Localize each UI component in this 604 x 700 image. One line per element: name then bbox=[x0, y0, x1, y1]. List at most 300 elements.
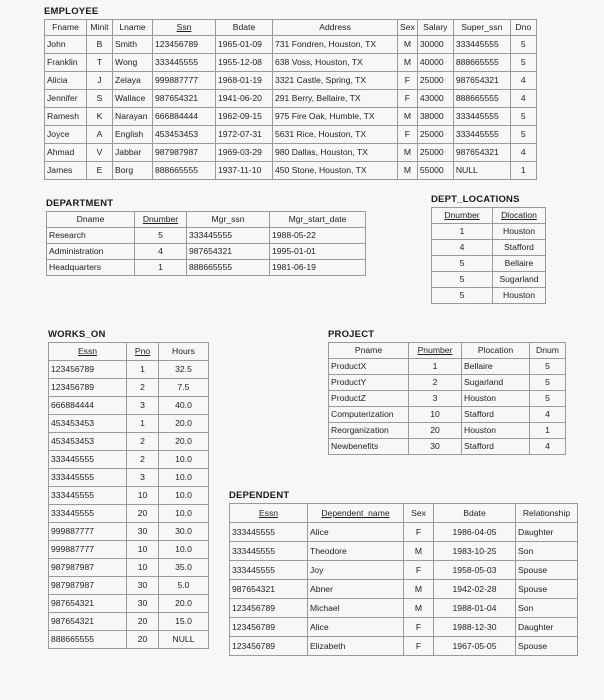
table-cell: 20.0 bbox=[159, 595, 209, 613]
table-cell: 5 bbox=[530, 359, 566, 375]
table-cell: Smith bbox=[113, 36, 153, 54]
table-cell: Computerization bbox=[329, 407, 409, 423]
table-cell: 20 bbox=[127, 613, 159, 631]
table-cell: 4 bbox=[530, 407, 566, 423]
table-row bbox=[329, 391, 566, 407]
table-cell: M bbox=[398, 36, 418, 54]
table-cell: 291 Berry, Bellaire, TX bbox=[273, 90, 398, 108]
table-cell: 987654321 bbox=[49, 613, 127, 631]
table-row bbox=[329, 439, 566, 455]
table-cell: 987654321 bbox=[230, 580, 308, 599]
table-cell: 40000 bbox=[417, 54, 453, 72]
works-on-header-row bbox=[49, 343, 209, 361]
table-cell: Houston bbox=[462, 423, 530, 439]
table-cell: Daughter bbox=[516, 618, 578, 637]
table-cell: 30000 bbox=[417, 36, 453, 54]
table-cell: 999887777 bbox=[153, 72, 216, 90]
table-cell: M bbox=[398, 144, 418, 162]
table-cell: 30.0 bbox=[159, 523, 209, 541]
table-cell: 1941-06-20 bbox=[216, 90, 273, 108]
table-cell: 20 bbox=[127, 631, 159, 649]
table-cell: English bbox=[113, 126, 153, 144]
table-cell: 333445555 bbox=[49, 469, 127, 487]
table-cell: E bbox=[87, 162, 113, 180]
table-cell: Reorganization bbox=[329, 423, 409, 439]
table-cell: 987654321 bbox=[453, 72, 510, 90]
table-cell: 1 bbox=[510, 162, 536, 180]
table-cell: 987987987 bbox=[49, 577, 127, 595]
table-cell: Michael bbox=[308, 599, 404, 618]
table-cell: 20.0 bbox=[159, 433, 209, 451]
table-cell: 10 bbox=[127, 487, 159, 505]
table-cell: 5 bbox=[530, 391, 566, 407]
table-cell: 888665555 bbox=[49, 631, 127, 649]
table-cell: K bbox=[87, 108, 113, 126]
table-cell: Spouse bbox=[516, 561, 578, 580]
table-cell: Joyce bbox=[45, 126, 87, 144]
table-cell: 333445555 bbox=[230, 561, 308, 580]
table-cell: 1968-01-19 bbox=[216, 72, 273, 90]
table-row bbox=[45, 162, 537, 180]
table-cell: Alice bbox=[308, 523, 404, 542]
table-cell: 1986-04-05 bbox=[434, 523, 516, 542]
table-cell: 999887777 bbox=[49, 523, 127, 541]
table-cell: 10.0 bbox=[159, 541, 209, 559]
table-cell: 10.0 bbox=[159, 469, 209, 487]
table-row bbox=[49, 595, 209, 613]
table-cell: 987987987 bbox=[153, 144, 216, 162]
table-row bbox=[432, 288, 546, 304]
table-row bbox=[49, 559, 209, 577]
dependent-col-header: Dependent_name bbox=[308, 504, 404, 523]
table-cell: Son bbox=[516, 599, 578, 618]
works-on-col-header: Pno bbox=[127, 343, 159, 361]
table-cell: 888665555 bbox=[153, 162, 216, 180]
table-cell: M bbox=[404, 542, 434, 561]
table-cell: F bbox=[404, 561, 434, 580]
employee-table-block bbox=[44, 6, 537, 180]
employee-header-row bbox=[45, 20, 537, 36]
dependent-table-block bbox=[229, 490, 578, 656]
employee-col-header: Sex bbox=[398, 20, 418, 36]
table-cell: 10.0 bbox=[159, 451, 209, 469]
dept-locations-header-row bbox=[432, 208, 546, 224]
table-cell: 2 bbox=[127, 433, 159, 451]
table-cell: M bbox=[404, 599, 434, 618]
table-cell: Zelaya bbox=[113, 72, 153, 90]
table-cell: A bbox=[87, 126, 113, 144]
table-row bbox=[45, 144, 537, 162]
table-cell: 987987987 bbox=[49, 559, 127, 577]
table-row bbox=[432, 256, 546, 272]
table-cell: 1962-09-15 bbox=[216, 108, 273, 126]
table-row bbox=[49, 523, 209, 541]
table-cell: 333445555 bbox=[453, 126, 510, 144]
table-cell: 888665555 bbox=[453, 54, 510, 72]
table-cell: Stafford bbox=[462, 407, 530, 423]
table-cell: Alicia bbox=[45, 72, 87, 90]
table-cell: 38000 bbox=[417, 108, 453, 126]
table-cell: ProductZ bbox=[329, 391, 409, 407]
table-cell: 1988-12-30 bbox=[434, 618, 516, 637]
table-cell: 333445555 bbox=[453, 36, 510, 54]
table-cell: F bbox=[398, 90, 418, 108]
table-cell: John bbox=[45, 36, 87, 54]
table-row bbox=[45, 54, 537, 72]
table-cell: Bellaire bbox=[462, 359, 530, 375]
employee-table bbox=[44, 19, 537, 180]
table-cell: 1995-01-01 bbox=[270, 244, 366, 260]
table-cell: M bbox=[398, 162, 418, 180]
table-cell: Houston bbox=[462, 391, 530, 407]
table-row bbox=[49, 361, 209, 379]
table-cell: 30 bbox=[127, 523, 159, 541]
table-cell: Franklin bbox=[45, 54, 87, 72]
employee-col-header: Bdate bbox=[216, 20, 273, 36]
table-cell: NULL bbox=[159, 631, 209, 649]
table-cell: 987654321 bbox=[153, 90, 216, 108]
table-cell: M bbox=[404, 580, 434, 599]
works-on-col-header: Hours bbox=[159, 343, 209, 361]
dependent-col-header: Essn bbox=[230, 504, 308, 523]
table-cell: 4 bbox=[432, 240, 493, 256]
table-row bbox=[49, 451, 209, 469]
table-row bbox=[49, 433, 209, 451]
dependent-col-header: Bdate bbox=[434, 504, 516, 523]
table-row bbox=[230, 542, 578, 561]
table-row bbox=[432, 240, 546, 256]
table-cell: 1958-05-03 bbox=[434, 561, 516, 580]
table-cell: Bellaire bbox=[493, 256, 546, 272]
table-cell: J bbox=[87, 72, 113, 90]
table-cell: Abner bbox=[308, 580, 404, 599]
table-cell: 1965-01-09 bbox=[216, 36, 273, 54]
table-row bbox=[329, 423, 566, 439]
department-col-header: Mgr_ssn bbox=[187, 212, 270, 228]
table-cell: 3 bbox=[127, 469, 159, 487]
table-cell: Theodore bbox=[308, 542, 404, 561]
table-cell: Stafford bbox=[493, 240, 546, 256]
table-cell: 32.5 bbox=[159, 361, 209, 379]
table-row bbox=[49, 487, 209, 505]
table-cell: 333445555 bbox=[453, 108, 510, 126]
employee-col-header: Dno bbox=[510, 20, 536, 36]
table-cell: 333445555 bbox=[230, 542, 308, 561]
department-col-header: Dname bbox=[47, 212, 135, 228]
table-cell: B bbox=[87, 36, 113, 54]
table-cell: 2 bbox=[127, 379, 159, 397]
table-cell: Research bbox=[47, 228, 135, 244]
table-cell: 43000 bbox=[417, 90, 453, 108]
table-row bbox=[230, 599, 578, 618]
table-row bbox=[329, 407, 566, 423]
table-cell: 4 bbox=[530, 439, 566, 455]
table-row bbox=[45, 72, 537, 90]
table-cell: 1 bbox=[530, 423, 566, 439]
table-row bbox=[432, 272, 546, 288]
table-cell: 1981-06-19 bbox=[270, 260, 366, 276]
table-row bbox=[49, 415, 209, 433]
table-cell: 5 bbox=[530, 375, 566, 391]
table-cell: Jabbar bbox=[113, 144, 153, 162]
dependent-header-row bbox=[230, 504, 578, 523]
table-cell: F bbox=[404, 523, 434, 542]
table-cell: 4 bbox=[510, 144, 536, 162]
table-row bbox=[230, 637, 578, 656]
table-cell: 888665555 bbox=[187, 260, 270, 276]
table-cell: 987654321 bbox=[453, 144, 510, 162]
table-cell: 10 bbox=[409, 407, 462, 423]
table-cell: 5.0 bbox=[159, 577, 209, 595]
table-row bbox=[432, 224, 546, 240]
employee-title: EMPLOYEE bbox=[44, 6, 99, 17]
table-cell: Daughter bbox=[516, 523, 578, 542]
table-row bbox=[230, 618, 578, 637]
table-cell: 4 bbox=[510, 90, 536, 108]
project-col-header: Pnumber bbox=[409, 343, 462, 359]
table-cell: Borg bbox=[113, 162, 153, 180]
table-cell: 453453453 bbox=[153, 126, 216, 144]
table-cell: 30 bbox=[127, 595, 159, 613]
dept-locations-col-header: Dnumber bbox=[432, 208, 493, 224]
table-cell: 999887777 bbox=[49, 541, 127, 559]
table-cell: James bbox=[45, 162, 87, 180]
table-cell: F bbox=[398, 72, 418, 90]
project-title: PROJECT bbox=[328, 329, 375, 340]
table-cell: ProductY bbox=[329, 375, 409, 391]
employee-col-header: Lname bbox=[113, 20, 153, 36]
table-cell: 5 bbox=[510, 54, 536, 72]
table-row bbox=[49, 541, 209, 559]
table-cell: 1 bbox=[127, 361, 159, 379]
employee-col-header: Super_ssn bbox=[453, 20, 510, 36]
table-cell: Administration bbox=[47, 244, 135, 260]
table-row bbox=[329, 375, 566, 391]
table-cell: 666884444 bbox=[49, 397, 127, 415]
table-cell: 3 bbox=[409, 391, 462, 407]
table-cell: 40.0 bbox=[159, 397, 209, 415]
table-cell: 1 bbox=[127, 415, 159, 433]
table-cell: F bbox=[404, 637, 434, 656]
table-row bbox=[49, 613, 209, 631]
table-cell: Narayan bbox=[113, 108, 153, 126]
table-cell: 20.0 bbox=[159, 415, 209, 433]
table-cell: 333445555 bbox=[230, 523, 308, 542]
table-cell: 5 bbox=[510, 36, 536, 54]
table-cell: 5 bbox=[432, 256, 493, 272]
table-cell: 1 bbox=[432, 224, 493, 240]
department-col-header: Dnumber bbox=[135, 212, 187, 228]
table-cell: 1969-03-29 bbox=[216, 144, 273, 162]
table-cell: Wong bbox=[113, 54, 153, 72]
table-cell: Stafford bbox=[462, 439, 530, 455]
table-cell: 7.5 bbox=[159, 379, 209, 397]
table-cell: Spouse bbox=[516, 580, 578, 599]
table-cell: 123456789 bbox=[230, 637, 308, 656]
project-header-row bbox=[329, 343, 566, 359]
table-row bbox=[45, 108, 537, 126]
table-cell: 453453453 bbox=[49, 415, 127, 433]
department-table bbox=[46, 211, 366, 276]
table-cell: Son bbox=[516, 542, 578, 561]
table-row bbox=[49, 631, 209, 649]
table-cell: 5 bbox=[510, 126, 536, 144]
employee-col-header: Minit bbox=[87, 20, 113, 36]
table-cell: 10.0 bbox=[159, 505, 209, 523]
table-cell: 987654321 bbox=[187, 244, 270, 260]
table-row bbox=[45, 126, 537, 144]
project-table bbox=[328, 342, 566, 455]
table-row bbox=[49, 397, 209, 415]
table-cell: 2 bbox=[409, 375, 462, 391]
table-cell: 453453453 bbox=[49, 433, 127, 451]
department-header-row bbox=[47, 212, 366, 228]
table-cell: 123456789 bbox=[49, 361, 127, 379]
department-col-header: Mgr_start_date bbox=[270, 212, 366, 228]
table-cell: 20 bbox=[127, 505, 159, 523]
table-cell: 25000 bbox=[417, 144, 453, 162]
table-cell: 1983-10-25 bbox=[434, 542, 516, 561]
table-cell: 5631 Rice, Houston, TX bbox=[273, 126, 398, 144]
employee-col-header: Salary bbox=[417, 20, 453, 36]
table-cell: Headquarters bbox=[47, 260, 135, 276]
table-cell: 888665555 bbox=[453, 90, 510, 108]
table-cell: T bbox=[87, 54, 113, 72]
table-cell: 15.0 bbox=[159, 613, 209, 631]
works-on-title: WORKS_ON bbox=[48, 329, 106, 340]
employee-col-header: Fname bbox=[45, 20, 87, 36]
table-cell: 731 Fondren, Houston, TX bbox=[273, 36, 398, 54]
table-row bbox=[230, 580, 578, 599]
table-cell: 5 bbox=[135, 228, 187, 244]
table-cell: 333445555 bbox=[49, 505, 127, 523]
table-cell: 123456789 bbox=[49, 379, 127, 397]
table-cell: S bbox=[87, 90, 113, 108]
dependent-col-header: Relationship bbox=[516, 504, 578, 523]
dept-locations-col-header: Dlocation bbox=[493, 208, 546, 224]
table-cell: NULL bbox=[453, 162, 510, 180]
table-cell: 1955-12-08 bbox=[216, 54, 273, 72]
table-row bbox=[47, 228, 366, 244]
table-row bbox=[47, 260, 366, 276]
table-cell: Alice bbox=[308, 618, 404, 637]
table-cell: 333445555 bbox=[49, 487, 127, 505]
table-cell: 980 Dallas, Houston, TX bbox=[273, 144, 398, 162]
employee-col-header: Ssn bbox=[153, 20, 216, 36]
table-cell: 3321 Castle, Spring, TX bbox=[273, 72, 398, 90]
table-cell: Newbenefits bbox=[329, 439, 409, 455]
table-cell: 55000 bbox=[417, 162, 453, 180]
table-cell: M bbox=[398, 108, 418, 126]
dept-locations-title: DEPT_LOCATIONS bbox=[431, 194, 520, 205]
table-row bbox=[49, 577, 209, 595]
works-on-table-block bbox=[48, 329, 209, 649]
table-cell: 1 bbox=[409, 359, 462, 375]
table-cell: 4 bbox=[510, 72, 536, 90]
table-cell: 1988-01-04 bbox=[434, 599, 516, 618]
table-cell: Elizabeth bbox=[308, 637, 404, 656]
employee-col-header: Address bbox=[273, 20, 398, 36]
dept-locations-table-block bbox=[431, 194, 546, 304]
table-cell: Houston bbox=[493, 224, 546, 240]
project-col-header: Plocation bbox=[462, 343, 530, 359]
table-cell: Jennifer bbox=[45, 90, 87, 108]
table-cell: V bbox=[87, 144, 113, 162]
table-cell: 20 bbox=[409, 423, 462, 439]
table-cell: 666884444 bbox=[153, 108, 216, 126]
table-row bbox=[49, 469, 209, 487]
table-cell: 5 bbox=[510, 108, 536, 126]
table-cell: Spouse bbox=[516, 637, 578, 656]
dependent-table bbox=[229, 503, 578, 656]
table-cell: 4 bbox=[135, 244, 187, 260]
table-cell: M bbox=[398, 54, 418, 72]
department-title: DEPARTMENT bbox=[46, 198, 114, 209]
table-cell: 2 bbox=[127, 451, 159, 469]
dependent-title: DEPENDENT bbox=[229, 490, 290, 501]
table-cell: 1 bbox=[135, 260, 187, 276]
works-on-table bbox=[48, 342, 209, 649]
project-col-header: Pname bbox=[329, 343, 409, 359]
project-table-block bbox=[328, 329, 566, 455]
table-cell: F bbox=[398, 126, 418, 144]
table-cell: 123456789 bbox=[153, 36, 216, 54]
table-cell: 35.0 bbox=[159, 559, 209, 577]
project-col-header: Dnum bbox=[530, 343, 566, 359]
table-cell: 975 Fire Oak, Humble, TX bbox=[273, 108, 398, 126]
table-cell: 1972-07-31 bbox=[216, 126, 273, 144]
table-row bbox=[230, 523, 578, 542]
table-cell: 25000 bbox=[417, 126, 453, 144]
table-cell: 10 bbox=[127, 559, 159, 577]
table-cell: 333445555 bbox=[187, 228, 270, 244]
table-row bbox=[47, 244, 366, 260]
table-cell: 25000 bbox=[417, 72, 453, 90]
table-row bbox=[329, 359, 566, 375]
table-cell: 1967-05-05 bbox=[434, 637, 516, 656]
table-cell: 333445555 bbox=[49, 451, 127, 469]
table-cell: Sugarland bbox=[493, 272, 546, 288]
table-cell: 450 Stone, Houston, TX bbox=[273, 162, 398, 180]
table-cell: Houston bbox=[493, 288, 546, 304]
table-row bbox=[49, 505, 209, 523]
table-cell: 123456789 bbox=[230, 618, 308, 637]
table-cell: Wallace bbox=[113, 90, 153, 108]
table-cell: 123456789 bbox=[230, 599, 308, 618]
department-table-block bbox=[46, 198, 366, 276]
table-cell: 1942-02-28 bbox=[434, 580, 516, 599]
dependent-col-header: Sex bbox=[404, 504, 434, 523]
dept-locations-table bbox=[431, 207, 546, 304]
table-cell: 987654321 bbox=[49, 595, 127, 613]
table-cell: 10 bbox=[127, 541, 159, 559]
table-cell: ProductX bbox=[329, 359, 409, 375]
table-cell: 30 bbox=[127, 577, 159, 595]
table-row bbox=[45, 90, 537, 108]
table-cell: Ramesh bbox=[45, 108, 87, 126]
table-cell: 333445555 bbox=[153, 54, 216, 72]
table-cell: 638 Voss, Houston, TX bbox=[273, 54, 398, 72]
table-row bbox=[49, 379, 209, 397]
table-cell: 3 bbox=[127, 397, 159, 415]
table-cell: Joy bbox=[308, 561, 404, 580]
table-cell: Sugarland bbox=[462, 375, 530, 391]
table-cell: 10.0 bbox=[159, 487, 209, 505]
table-cell: 1988-05-22 bbox=[270, 228, 366, 244]
table-row bbox=[45, 36, 537, 54]
works-on-col-header: Essn bbox=[49, 343, 127, 361]
table-cell: 30 bbox=[409, 439, 462, 455]
